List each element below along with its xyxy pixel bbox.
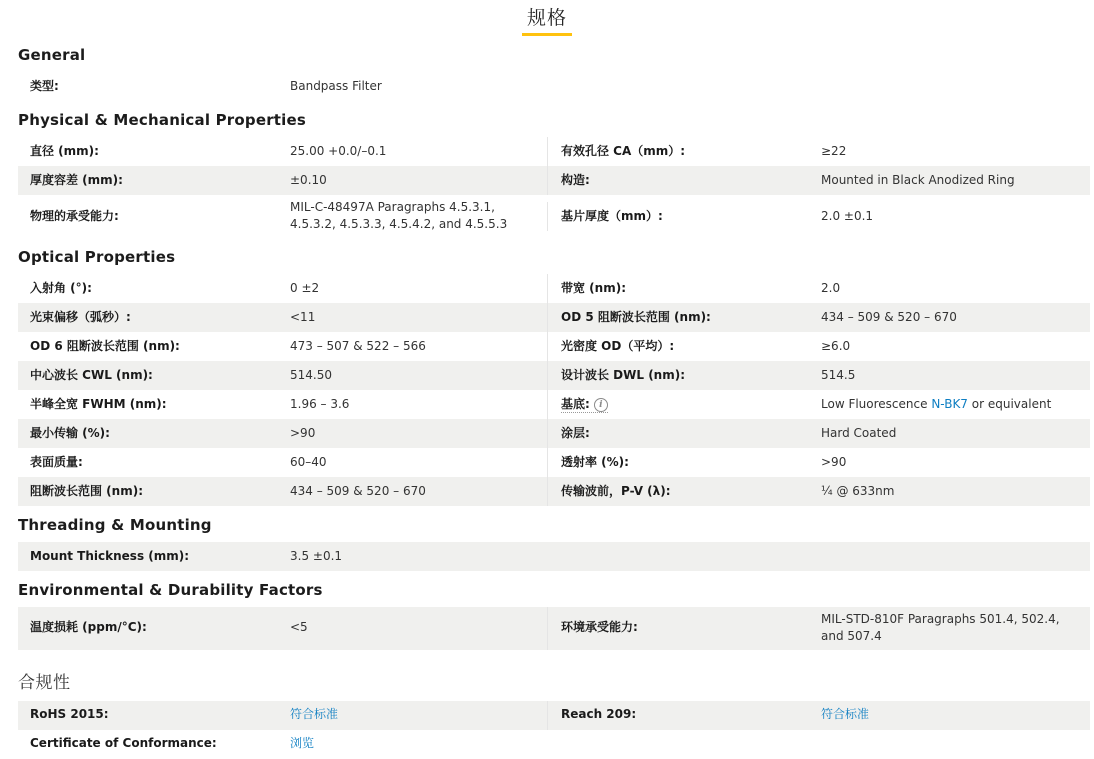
spec-label: 基片厚度（mm）: (561, 208, 663, 223)
spec-cell-right (547, 202, 1090, 231)
section-heading-general: General (18, 46, 86, 64)
table-row (18, 730, 1090, 759)
spec-value: 2.0 ±0.1 (821, 208, 874, 223)
value-text: or equivalent (967, 396, 1052, 411)
spec-value: 514.5 (821, 367, 856, 382)
spec-value (290, 731, 547, 756)
spec-value (821, 702, 1090, 727)
spec-label: 表面质量: (30, 454, 83, 469)
tooltip-term[interactable]: 基底: i (561, 397, 608, 413)
page-title: 规格 (526, 7, 567, 29)
table-row (18, 166, 1090, 195)
spec-value: 60–40 (290, 454, 327, 469)
spec-cell-right (547, 303, 1090, 332)
spec-cell-right (547, 361, 1090, 390)
spec-value: MIL-C-48497A Paragraphs 4.5.3.1, 4.5.3.2, 4.5.3.3, 4.5.4.2, and 4.5.5.3 (290, 200, 508, 232)
spec-label: 带宽 (nm): (561, 280, 626, 295)
spec-table-environmental-durability (18, 607, 1090, 650)
spec-table-optical (18, 274, 1090, 506)
spec-label: 中心波长 CWL (nm): (30, 367, 153, 382)
spec-label: 涂层: (561, 425, 590, 440)
spec-cell-left (18, 361, 547, 390)
spec-cell-right (547, 542, 1090, 571)
spec-value: <5 (290, 620, 308, 635)
spec-label: 物理的承受能力: (30, 208, 119, 223)
spec-cell-right (547, 477, 1090, 506)
spec-cell-left (18, 614, 547, 643)
spec-label: 光束偏移（弧秒）: (30, 309, 131, 324)
table-row (18, 332, 1090, 361)
spec-label: 阻断波长范围 (nm): (30, 483, 143, 498)
spec-label: 有效孔径 CA（mm）: (561, 143, 686, 158)
spec-cell-right (547, 607, 1090, 650)
spec-label: 入射角 (°): (30, 280, 92, 295)
table-row (18, 303, 1090, 332)
spec-value: >90 (290, 425, 316, 440)
spec-label: 直径 (mm): (30, 143, 99, 158)
table-row (18, 607, 1090, 650)
title-accent-underline (522, 33, 572, 36)
spec-cell-right (547, 166, 1090, 195)
spec-label: 环境承受能力: (561, 620, 638, 635)
spec-label: 类型: (30, 78, 59, 93)
section-heading-compliance: 合规性 (18, 672, 71, 693)
spec-value: 514.50 (290, 367, 332, 382)
spec-label: 构造: (561, 172, 590, 187)
spec-value: <11 (290, 309, 316, 324)
spec-value: ≥22 (821, 143, 847, 158)
spec-value: 434 – 509 & 520 – 670 (290, 483, 426, 498)
spec-cell-left (18, 137, 547, 166)
spec-cell-right (547, 72, 1090, 101)
spec-value (821, 392, 1090, 417)
spec-cell-right (547, 448, 1090, 477)
spec-value: 0 ±2 (290, 280, 320, 295)
spec-label: 传输波前，P-V (λ): (561, 483, 671, 498)
spec-label: 光密度 OD（平均）: (561, 338, 675, 353)
value-link[interactable]: 符合标准 (290, 707, 339, 722)
spec-cell-right (547, 332, 1090, 361)
table-row (18, 195, 1090, 238)
spec-value: Hard Coated (821, 425, 897, 440)
section-heading-environmental-durability: Environmental & Durability Factors (18, 580, 323, 599)
spec-label: 设计波长 DWL (nm): (561, 367, 686, 382)
table-row (18, 542, 1090, 571)
table-row (18, 448, 1090, 477)
section-heading-physical-mechanical: Physical & Mechanical Properties (18, 111, 307, 129)
spec-sections (0, 46, 1094, 759)
spec-value: 1.96 – 3.6 (290, 396, 350, 411)
spec-cell-left (18, 166, 547, 195)
table-row (18, 274, 1090, 303)
spec-table-compliance (18, 701, 1090, 759)
table-row (18, 137, 1090, 166)
spec-cell-left (18, 390, 547, 419)
spec-value: 2.0 (821, 280, 841, 295)
spec-value: ±0.10 (290, 172, 327, 187)
spec-label: Mount Thickness (mm): (30, 548, 190, 563)
spec-label: 透射率 (%): (561, 454, 629, 469)
spec-table-general (18, 72, 1090, 101)
spec-table-threading-mounting (18, 542, 1090, 571)
spec-value: ≥6.0 (821, 338, 851, 353)
section-heading-threading-mounting: Threading & Mounting (18, 515, 212, 534)
spec-cell-left (18, 730, 547, 759)
spec-cell-left (18, 195, 547, 238)
table-row (18, 72, 1090, 101)
spec-value: Bandpass Filter (290, 78, 382, 93)
spec-label: 厚度容差 (mm): (30, 172, 123, 187)
spec-cell-right (547, 730, 1090, 759)
spec-label (561, 396, 821, 413)
spec-cell-left (18, 477, 547, 506)
spec-cell-left (18, 448, 547, 477)
table-row (18, 361, 1090, 390)
spec-label: Certificate of Conformance: (30, 736, 217, 751)
value-link[interactable]: 浏览 (290, 736, 315, 751)
spec-table-physical-mechanical (18, 137, 1090, 238)
spec-value: >90 (821, 454, 847, 469)
spec-label: OD 6 阻断波长范围 (nm): (30, 338, 180, 353)
spec-value: 434 – 509 & 520 – 670 (821, 309, 957, 324)
spec-label: 温度损耗 (ppm/°C): (30, 620, 147, 635)
spec-cell-right (547, 419, 1090, 448)
table-row (18, 701, 1090, 730)
spec-cell-left (18, 274, 547, 303)
value-text: Low Fluorescence (821, 396, 932, 411)
spec-value: 25.00 +0.0/–0.1 (290, 143, 387, 158)
spec-cell-left (18, 332, 547, 361)
spec-cell-right (547, 274, 1090, 303)
spec-label: Reach 209: (561, 707, 637, 722)
spec-cell-left (18, 303, 547, 332)
spec-label: 最小传输 (%): (30, 425, 110, 440)
spec-label: OD 5 阻断波长范围 (nm): (561, 309, 711, 324)
spec-cell-right (547, 701, 1090, 730)
value-link[interactable]: 符合标准 (821, 707, 870, 722)
spec-label: RoHS 2015: (30, 707, 109, 722)
spec-cell-left (18, 419, 547, 448)
spec-cell-right (547, 390, 1090, 419)
spec-value: ¼ @ 633nm (821, 483, 895, 498)
title-block (0, 0, 1094, 36)
info-icon[interactable]: i (594, 398, 608, 412)
spec-label: 半峰全宽 FWHM (nm): (30, 396, 167, 411)
spec-value: 473 – 507 & 522 – 566 (290, 338, 426, 353)
spec-value (290, 702, 547, 727)
table-row (18, 390, 1090, 419)
table-row (18, 477, 1090, 506)
spec-cell-left (18, 542, 547, 571)
spec-value: 3.5 ±0.1 (290, 548, 343, 563)
spec-cell-left (18, 701, 547, 730)
table-row (18, 419, 1090, 448)
spec-value: Mounted in Black Anodized Ring (821, 172, 1015, 187)
spec-cell-right (547, 137, 1090, 166)
spec-value: MIL-STD-810F Paragraphs 501.4, 502.4, and 507.4 (821, 611, 1060, 644)
section-heading-optical: Optical Properties (18, 247, 176, 266)
value-link[interactable]: N-BK7 (931, 396, 968, 411)
spec-cell-left (18, 72, 547, 101)
